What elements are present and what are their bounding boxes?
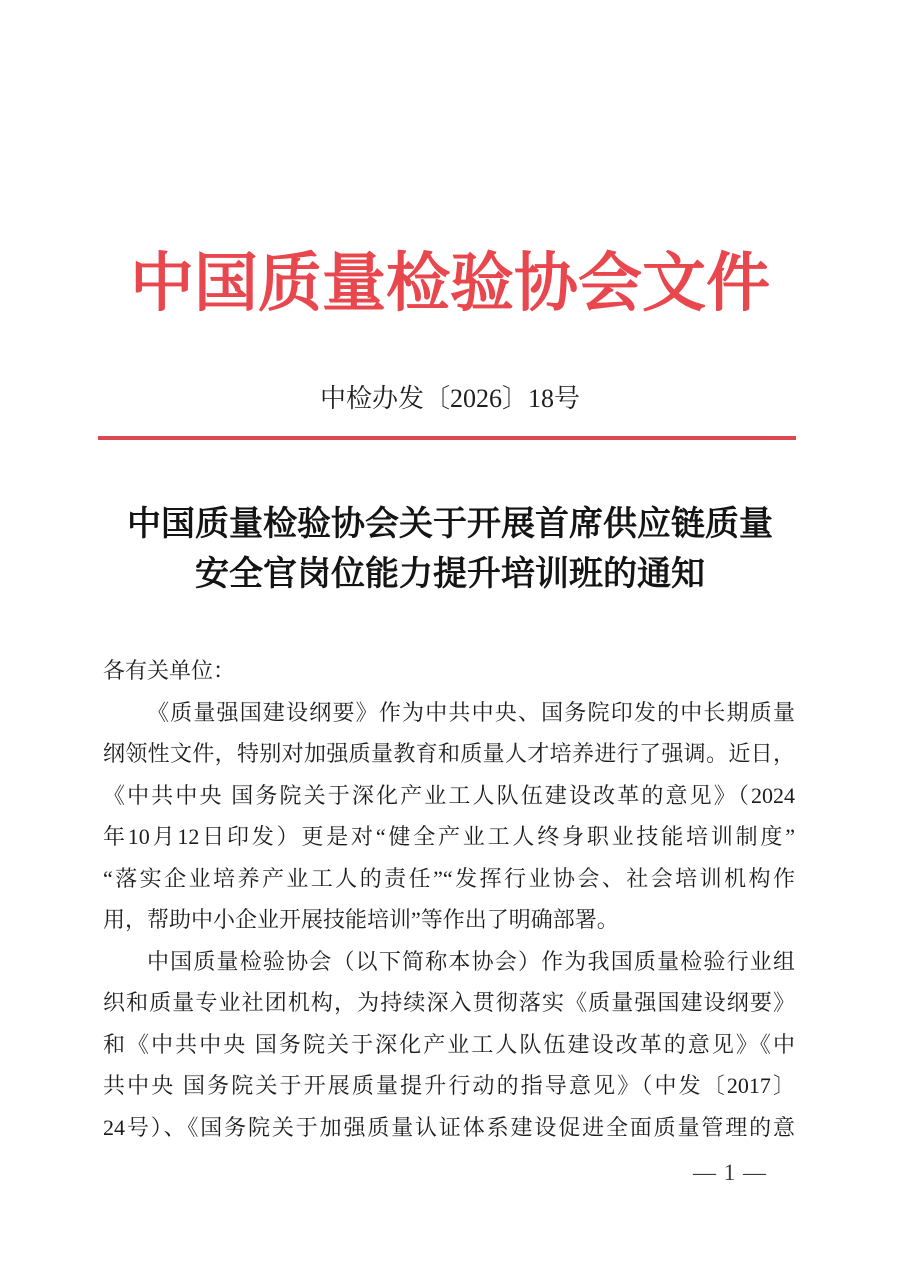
paragraph1-line1: 《质量强国建设纲要》作为中共中央、国务院印发的中长期质量 [147, 699, 795, 725]
document-title-line1: 中国质量检验协会关于开展首席供应链质量 [127, 506, 773, 543]
document-body [103, 650, 795, 1148]
paragraph2-line2: 织和质量专业社团机构，为持续深入贯彻落实《质量强国建设纲要》 [103, 990, 795, 1015]
document-title [0, 500, 900, 600]
doc-number: 中检办发〔2026〕18号 [319, 384, 580, 413]
paragraph2-line3: 和《中共中央 国务院关于深化产业工人队伍建设改革的意见》《中 [103, 1031, 795, 1057]
document-title-line2: 安全官岗位能力提升培训班的通知 [195, 556, 705, 593]
paragraph1-line6: 用，帮助中小企业开展技能培训”等作出了明确部署。 [103, 907, 619, 932]
paragraph1-line4: 年10月12日印发）更是对“健全产业工人终身职业技能培训制度” [103, 824, 795, 849]
paragraph1-line2: 纲领性文件，特别对加强质量教育和质量人才培养进行了强调。近日， [103, 741, 795, 766]
paragraph1-line5: “落实企业培养产业工人的责任”“发挥行业协会、社会培训机构作 [103, 865, 795, 891]
red-divider-rule [98, 436, 796, 440]
paragraph2-line5: 24号）、《国务院关于加强质量认证体系建设促进全面质量管理的意 [103, 1114, 795, 1140]
page-number: — 1 — [693, 1160, 767, 1185]
paragraph1-line3: 《中共中央 国务院关于深化产业工人队伍建设改革的意见》（2024 [103, 782, 795, 808]
salutation: 各有关单位： [103, 658, 236, 683]
paragraph2-line1: 中国质量检验协会（以下简称本协会）作为我国质量检验行业组 [147, 948, 795, 974]
org-header-title: 中国质量检验协会文件 [130, 248, 770, 319]
paragraph2-line4: 共中央 国务院关于开展质量提升行动的指导意见》（中发〔2017〕 [103, 1073, 795, 1098]
